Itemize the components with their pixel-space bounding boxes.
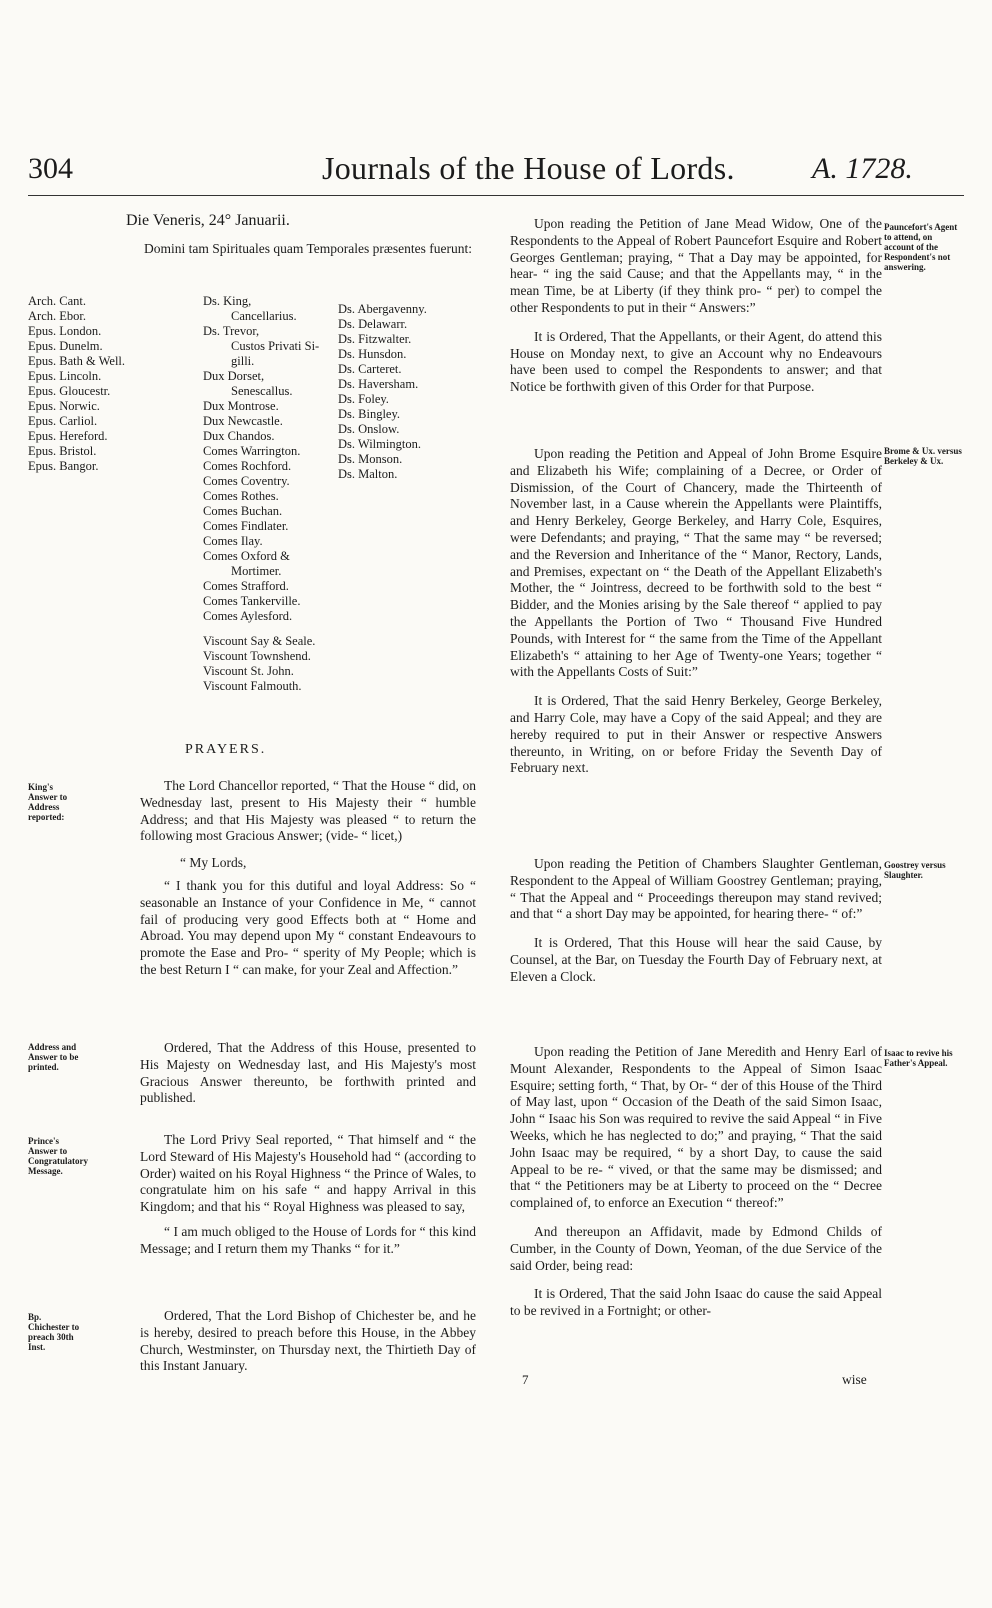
peer-name: Dux Montrose.	[203, 399, 279, 413]
peer-name: Dux Chandos.	[203, 429, 275, 443]
peer-name: Comes Findlater.	[203, 519, 289, 533]
peer-name: Viscount St. John.	[203, 664, 294, 678]
peers-col-barons	[338, 302, 478, 482]
peer-name: Senescallus.	[231, 384, 293, 398]
para-text: It is Ordered, That this House will hear the said Cause, by Counsel, at the Bar, on Tuesday the Fourth Day of February next, at Eleven a Clock.	[510, 935, 882, 984]
para-mead-petition	[510, 216, 882, 396]
para-text: “ I am much obliged to the House of Lords for “ this kind Message; and I return them my Thanks “ for it.”	[140, 1223, 476, 1256]
para-isaac-petition	[510, 1044, 882, 1320]
peer-name: Ds. Onslow.	[338, 422, 400, 436]
para-text: Ordered, That the Lord Bishop of Chichester be, and he is hereby, desired to preach before this House, in the Abbey Church, Westminster, on Thursday next, the Thirtieth Day of this Instant January.	[140, 1308, 476, 1374]
margin-note-pauncefort: Pauncefort's Agent to attend, on account of the Respondent's not answering.	[884, 222, 958, 272]
peer-name: Mortimer.	[231, 564, 282, 578]
peer-name: Ds. Fitzwalter.	[338, 332, 412, 346]
peer-name: Ds. Bingley.	[338, 407, 401, 421]
peer-name: Arch. Ebor.	[28, 309, 86, 323]
peer-name: Ds. Foley.	[338, 392, 389, 406]
peer-name: Epus. Hereford.	[28, 429, 108, 443]
page-number: 304	[28, 152, 73, 185]
date-heading: Die Veneris, 24° Januarii.	[126, 212, 290, 229]
para-text: Upon reading the Petition and Appeal of John Brome Esquire and Elizabeth his Wife; complaining of a Decree, or Order of Dismission, of the Court of Chancery, made the Thirteenth of November last, in a Cause wherein the Appellants were Plaintiffs, and Henry Berkeley, George Berkeley, and Harry Cole, Esquires, were Defendants; and praying, “ That the same may “ be reversed; and the Reversion and Inheritance of the “ Manor, Rectory, Lands, and Premises, expectant on “ the Death of the Appellant Elizabeth's Mother, the “ Jointress, decreed to be forthwith sold to the best “ Bidder, and the Monies arising by the Sale thereof “ applied to pay the Appellants the Portion of Two “ Thousand Five Hundred Pounds, with Interest for “ the same from the Time of the Appellant Elizabeth's “ attaining to her Age of Twenty-one Years; together “ with the Appellants Costs of Suit:”	[510, 446, 882, 680]
peer-name: Comes Ilay.	[203, 534, 263, 548]
peer-name: Epus. Bristol.	[28, 444, 97, 458]
peer-name: Ds. Abergavenny.	[338, 302, 427, 316]
signature-mark: 7	[522, 1372, 529, 1387]
peer-name: Comes Rochford.	[203, 459, 292, 473]
para-address-printed	[140, 1040, 476, 1107]
margin-note-brome: Brome & Ux. versus Berkeley & Ux.	[884, 446, 962, 466]
peer-name: Epus. Bath & Well.	[28, 354, 126, 368]
peer-name: Ds. Hunsdon.	[338, 347, 407, 361]
para-text: It is Ordered, That the said Henry Berkeley, George Berkeley, and Harry Cole, may have a Copy of the said Appeal; and they are hereby required to put in their Answer or respective Answers thereunto, in Writing, on or before Friday the Seventh Day of February next.	[510, 693, 882, 776]
para-text: It is Ordered, That the said John Isaac do cause the said Appeal to be revived in a Fortnight; or other-	[510, 1286, 882, 1319]
peer-name: Viscount Falmouth.	[203, 679, 302, 693]
peer-name: Ds. Carteret.	[338, 362, 402, 376]
peer-name: Epus. Bangor.	[28, 459, 99, 473]
margin-note-isaac: Isaac to revive his Father's Appeal.	[884, 1048, 953, 1068]
peer-name: Dux Dorset,	[203, 369, 265, 383]
margin-note-princes-answer: Prince's Answer to Congratulatory Message.	[28, 1136, 88, 1176]
peer-name: Epus. Dunelm.	[28, 339, 103, 353]
page-year: A. 1728.	[812, 152, 913, 185]
peer-name: Ds. Haversham.	[338, 377, 419, 391]
para-text: And thereupon an Affidavit, made by Edmond Childs of Cumber, in the County of Down, Yeoman, of the due Service of the said Order, being read:	[510, 1223, 882, 1273]
peer-name: Arch. Cant.	[28, 294, 86, 308]
para-brome-appeal	[510, 446, 882, 777]
para-text: “ I thank you for this dutiful and loyal Address: So “ seasonable an Instance of your Confidence in Me, “ cannot fail of producing very good Effects both at “ Home and Abroad. You may depend upon My “ constant Endeavours to promote the Ease and Pro- “ sperity of My People; which is the best Return I “ can make, for your Zeal and Affection.”	[140, 877, 476, 977]
peers-col-officers	[203, 294, 353, 694]
para-bishop-preach	[140, 1308, 476, 1375]
peer-name: Ds. Trevor,	[203, 324, 260, 338]
peer-name: Comes Aylesford.	[203, 609, 293, 623]
para-text: The Lord Privy Seal reported, “ That himself and “ the Lord Steward of His Majesty's Household had “ (according to Order) waited on his Royal Highness “ the Prince of Wales, to congratulate him on his safe “ and happy Arrival in this Kingdom; and that his “ Royal Highness was pleased to say,	[140, 1132, 476, 1215]
peer-name: Comes Warrington.	[203, 444, 301, 458]
peer-name: Epus. Gloucestr.	[28, 384, 111, 398]
peer-name: Comes Strafford.	[203, 579, 289, 593]
header-rule	[28, 195, 964, 196]
present-heading: Domini tam Spirituales quam Temporales præsentes fuerunt:	[144, 241, 472, 256]
peer-name: gilli.	[231, 354, 255, 368]
peers-col-bishops	[28, 294, 158, 474]
catchword: wise	[842, 1372, 867, 1387]
para-slaughter-petition	[510, 856, 882, 986]
peer-name: Comes Buchan.	[203, 504, 283, 518]
para-text: “ My Lords,	[180, 855, 247, 871]
para-kings-answer	[140, 778, 476, 979]
para-princes-answer	[140, 1132, 476, 1258]
peer-name: Comes Oxford &	[203, 549, 290, 563]
peer-name: Custos Privati Si-	[231, 339, 320, 353]
date-heading-block	[118, 212, 478, 265]
peer-name: Epus. London.	[28, 324, 102, 338]
para-text: Upon reading the Petition of Jane Meredith and Henry Earl of Mount Alexander, Respondents to the Appeal of Simon Isaac Esquire; setting forth, “ That, by Or- “ der of this House of the Third of May last, upon “ Occasion of the Death of the said Simon Isaac, John “ Isaac his Son was required to revive the said Appeal “ in Five Weeks, which he has neglected to do;” and praying, “ That the said John Isaac may be required, “ by a short Day, to cause the said Appeal to be re- “ vived, or that the same may be dismissed; and that “ the Petitioners may be at Liberty to proceed on the “ Decree complained of, to enforce an Execution “ thereof:”	[510, 1044, 882, 1211]
peer-name: Comes Rothes.	[203, 489, 279, 503]
margin-note-kings-answer: King's Answer to Address reported:	[28, 782, 68, 822]
peer-name: Ds. Monson.	[338, 452, 403, 466]
peer-name: Comes Tankerville.	[203, 594, 301, 608]
peer-name: Ds. Delawarr.	[338, 317, 408, 331]
peer-name: Ds. Wilmington.	[338, 437, 421, 451]
peer-name: Epus. Carliol.	[28, 414, 98, 428]
peer-name: Ds. King,	[203, 294, 252, 308]
peer-name: Viscount Say & Seale.	[203, 634, 316, 648]
margin-note-address-printed: Address and Answer to be printed.	[28, 1042, 79, 1072]
margin-note-goostrey: Goostrey versus Slaughter.	[884, 860, 946, 880]
peer-name: Comes Coventry.	[203, 474, 290, 488]
peer-name: Viscount Townshend.	[203, 649, 311, 663]
peer-name: Dux Newcastle.	[203, 414, 283, 428]
para-text: Upon reading the Petition of Chambers Slaughter Gentleman, Respondent to the Appeal of William Goostrey Gentleman; praying, “ That the Appeal and “ Proceedings thereupon may stand revived; and that “ a short Day may be appointed, for hearing there- “ of:”	[510, 856, 882, 922]
para-text: It is Ordered, That the Appellants, or their Agent, do attend this House on Monday next, to give an Account why no Endeavours have been used to compel the Respondents to answer; and that Notice be forthwith given of this Order for that Purpose.	[510, 328, 882, 395]
prayers-heading: PRAYERS.	[185, 742, 267, 757]
page-title: Journals of the House of Lords.	[322, 150, 735, 186]
margin-note-bishop-preach: Bp. Chichester to preach 30th Inst.	[28, 1312, 80, 1352]
peer-name: Epus. Lincoln.	[28, 369, 102, 383]
peer-name: Cancellarius.	[231, 309, 297, 323]
peer-name: Epus. Norwic.	[28, 399, 100, 413]
para-text: Ordered, That the Address of this House, presented to His Majesty on Wednesday last, and His Majesty's most Gracious Answer thereunto, be forthwith printed and published.	[140, 1040, 476, 1106]
peer-name: Ds. Malton.	[338, 467, 398, 481]
para-text: Upon reading the Petition of Jane Mead Widow, One of the Respondents to the Appeal of Robert Pauncefort Esquire and Robert Georges Gentleman; praying, “ That a Day may be appointed, for hear- “ ing the said Cause; and that the Appellants may, “ in the mean Time, be at Liberty (if they think pro- “ per) to compel the other Respondents to put in their “ Answers:”	[510, 216, 882, 315]
para-text: The Lord Chancellor reported, “ That the House “ did, on Wednesday last, present to His Majesty their “ humble Address; and that His Majesty was pleased “ to return the following most Gracious Answer; (vide- “ licet,)	[140, 778, 476, 844]
